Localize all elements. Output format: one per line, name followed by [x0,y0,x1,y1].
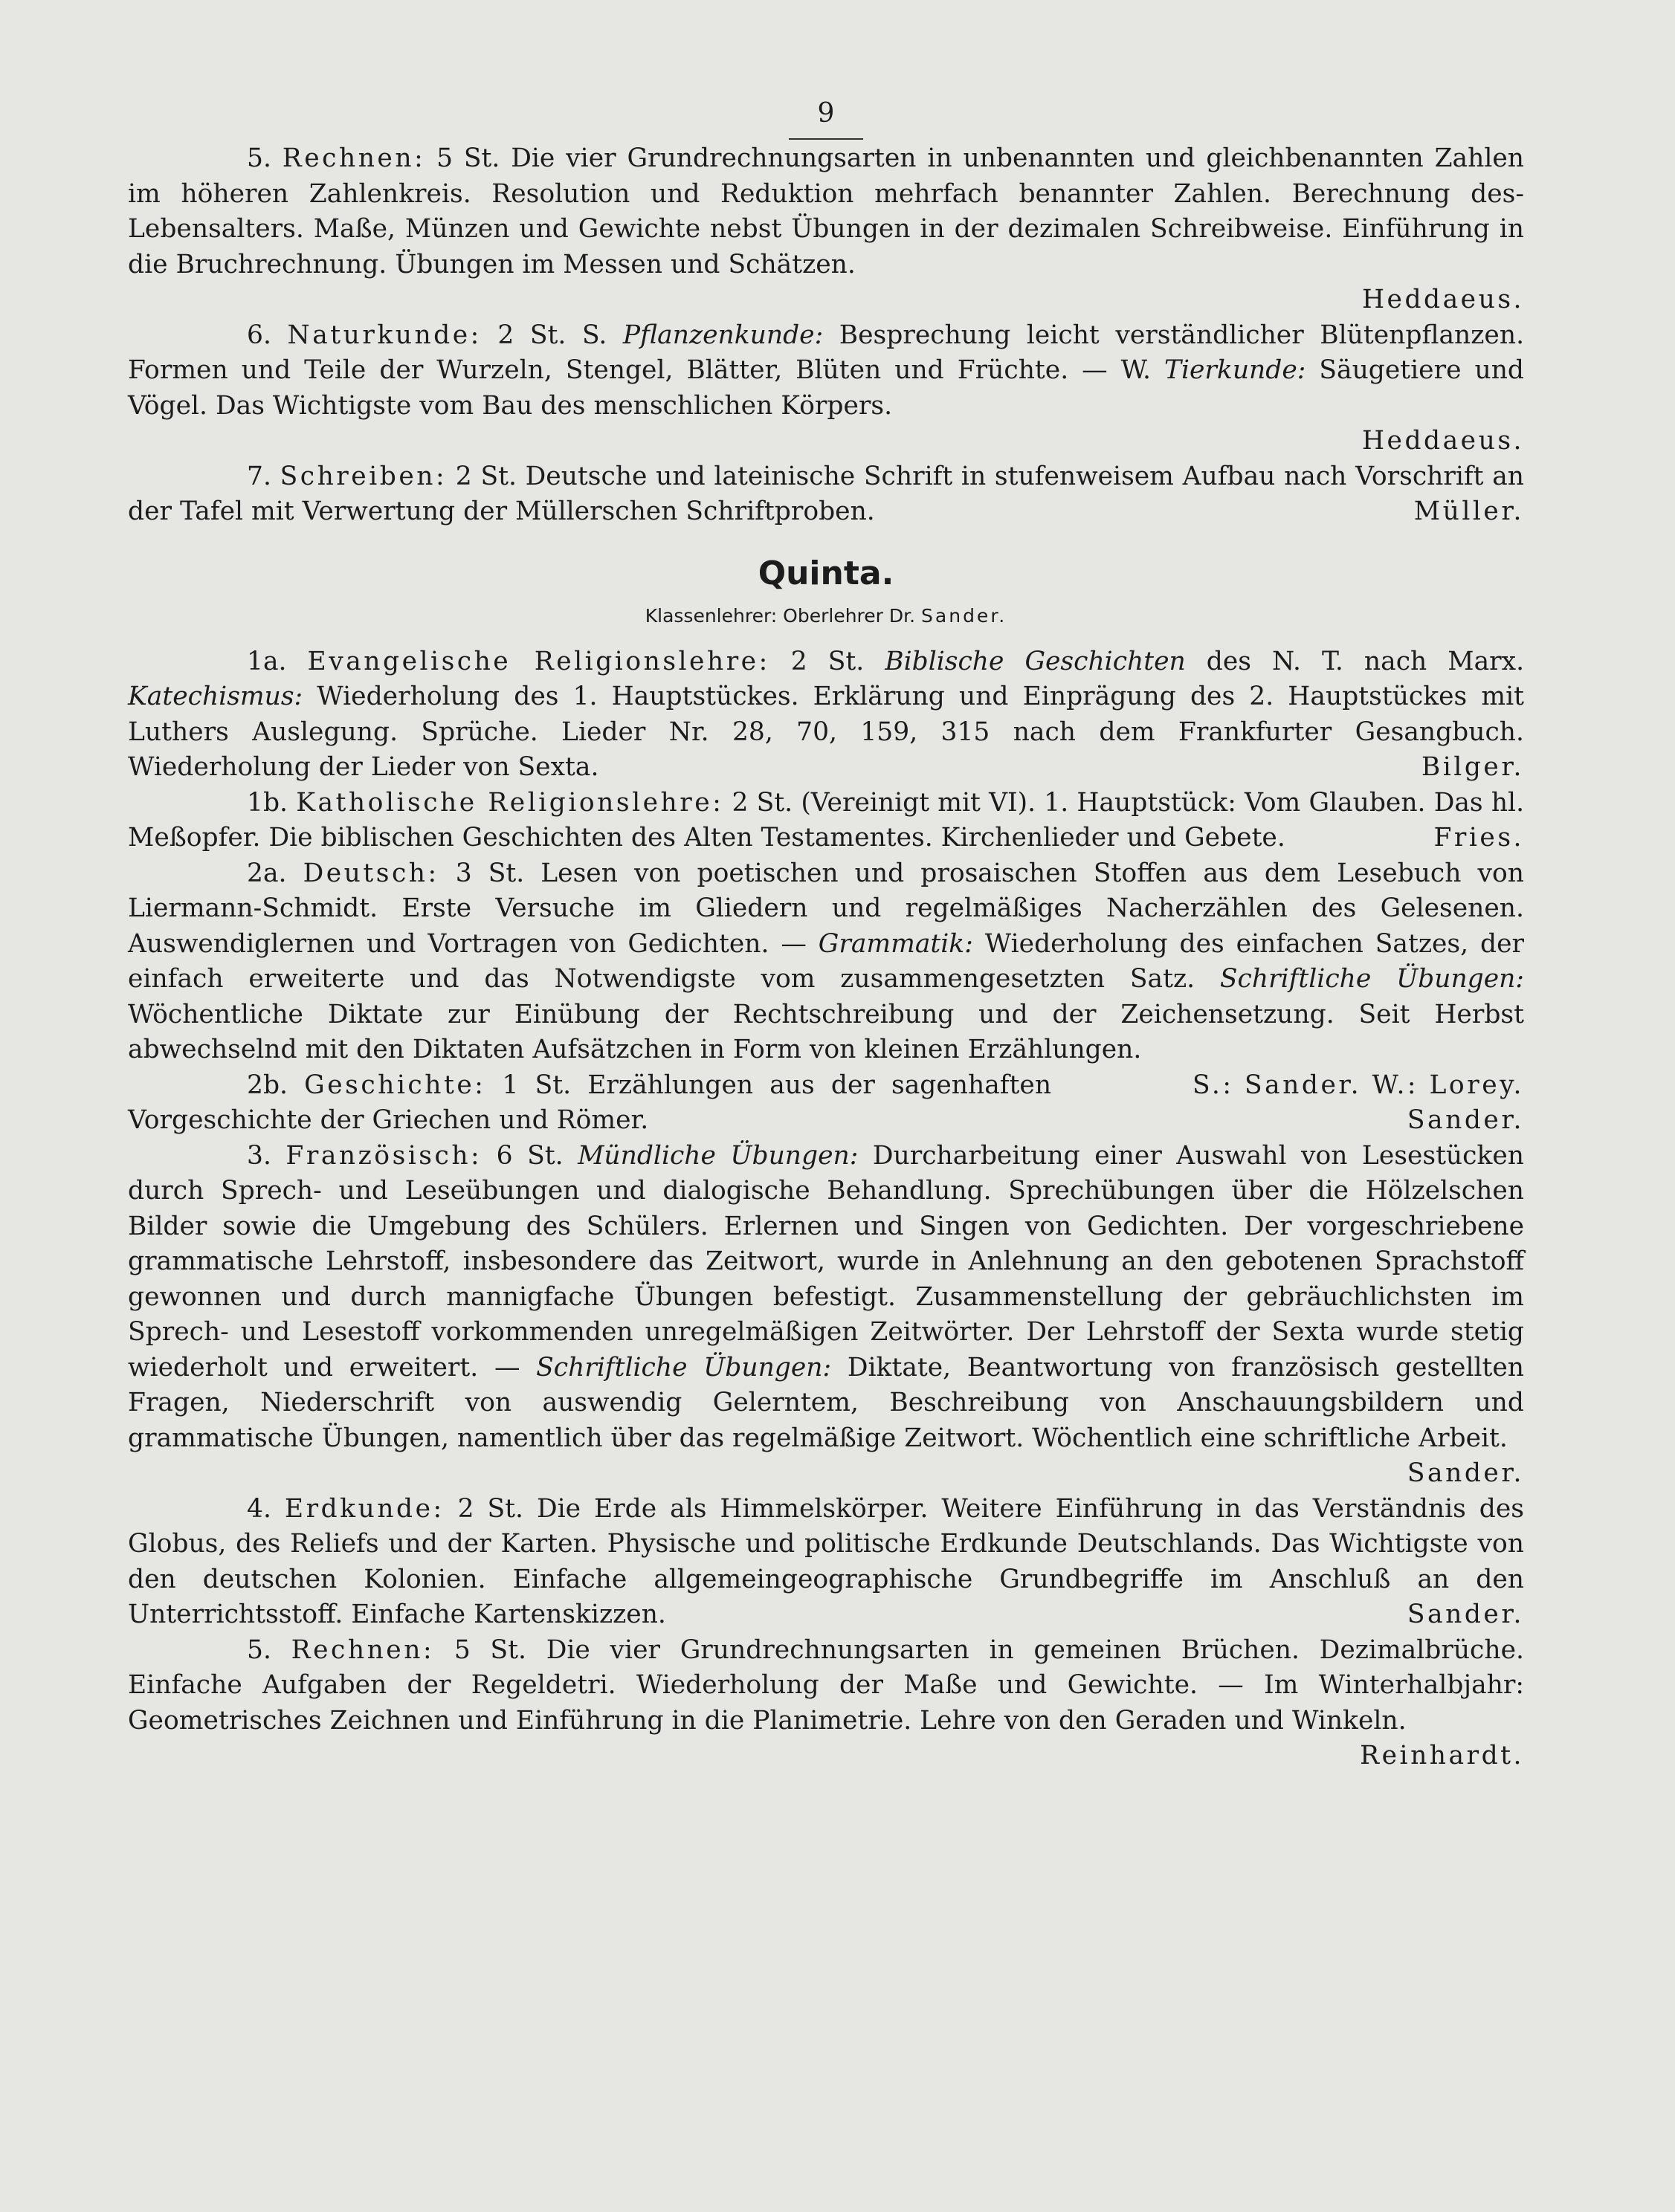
teacher-signature: Heddaeus. [1361,426,1524,456]
topic-label: Mündliche Übungen: [578,1140,859,1171]
section-quinta-geschichte: 2b. Geschichte: 1 St. Erzählungen aus der sagenhaften Vorgeschichte der Griechen und Römer. Sander. [128,1068,1524,1139]
teacher-signature: S.: Sander. W.: Lorey. [1192,1070,1524,1100]
section-quinta-deutsch: 2a. Deutsch: 3 St. Lesen von poetischen und prosaischen Stoffen aus dem Lesebuch von Liermann-Schmidt. Erste Versuche im Gliedern und regelmäßiges Nacherzählen des Gelesenen. Auswendiglernen und Vortragen von Gedichten. — Grammatik: Wiederholung des einfachen Satzes, der einfach erweiterte und das Notwendigste vom zusammengesetzten Satz. Schriftliche Übungen: Wöchentliche Diktate zur Einübung der Rechtschreibung und der Zeichensetzung. Seit Herbst abwechselnd mit den Diktaten Aufsätzchen in Form von kleinen Erzählungen. S.: Sander. W.: Lorey. [128,856,1524,1068]
subject-heading: Geschichte: [304,1070,486,1100]
teacher-signature: Heddaeus. [1361,285,1524,314]
subject-heading: Französisch: [285,1140,483,1171]
subject-heading: Katholische Religionslehre: [296,787,724,818]
section-sexta-naturkunde: 6. Naturkunde: 2 St. S. Pflanzenkunde: Besprechung leicht verständlicher Blütenpflanzen. Formen und Teile der Wurzeln, Stengel, Blätter, Blüten und Früchte. — W. Tierkunde: Säugetiere und Vögel. Das Wichtigste vom Bau des menschlichen Körpers. [128,320,1525,421]
teacher-signature: Reinhardt. [1360,1741,1524,1770]
topic-label: Schriftliche Übungen: [536,1352,832,1382]
section-quinta-franzoesisch: 3. Französisch: 6 St. Mündliche Übungen: Durcharbeitung einer Auswahl von Lesestücken durch Sprech- und Leseübungen und dialogische Behandlung. Sprechübungen über die Hölzelschen Bilder sowie die Umgebung des Schülers. Erlernen und Singen von Gedichten. Der vorgeschriebene grammatische Lehrstoff, insbesondere das Zeitwort, wurde in Anlehnung an den gebotenen Sprachstoff gewonnen und durch mannigfache Übungen befestigt. Zusammenstellung der gebräuchlichsten im Sprech- und Lesestoff vorkommenden unregelmäßigen Zeitwörter. Der Lehrstoff der Sexta wurde stetig wiederholt und erweitert. — Schriftliche Übungen: Diktate, Beantwortung von französisch gestellten Fragen, Niederschrift von auswendig Gelerntem, Beschreibung von Anschauungsbildern und grammatische Übungen, namentlich über das regelmäßige Zeitwort. Wöchentlich eine schriftliche Arbeit. [128,1140,1525,1453]
subject-heading: Erdkunde: [284,1493,445,1524]
subject-heading: Rechnen: [291,1634,435,1665]
topic-label: Grammatik: [818,928,973,959]
subject-heading: Naturkunde: [287,320,482,350]
topic-label: Biblische Geschichten [885,646,1186,676]
section-sexta-schreiben: 7. Schreiben: 2 St. Deutsche und lateinische Schrift in stufenweisem Aufbau nach Vorschrift an der Tafel mit Verwertung der Müllerschen Schriftproben. Müller. [128,459,1524,530]
teacher-signature: Bilger. [1421,752,1524,782]
teacher-signature: Sander. [1407,1600,1524,1629]
teacher-signature: Müller. [1413,497,1524,526]
topic-label: Katechismus: [128,682,303,711]
subject-heading: Schreiben: [280,461,448,491]
section-quinta-kath-religion: 1b. Katholische Religionslehre: 2 St. (Vereinigt mit VI). 1. Hauptstück: Vom Glauben. Das hl. Meßopfer. Die biblischen Geschichten des Alten Testamentes. Kirchenlieder und Gebete. Fries. [128,786,1524,856]
topic-label: Pflanzenkunde: [622,320,824,350]
teacher-signature: Sander. [1407,1105,1524,1135]
topic-label: Tierkunde: [1164,355,1306,385]
subject-heading: Evangelische Religionslehre: [307,646,770,676]
page-text-block [128,97,1524,1774]
teacher-signature: Sander. [1407,1458,1524,1488]
topic-label: Schriftliche Übungen: [1219,964,1525,994]
section-quinta-rechnen: 5. Rechnen: 5 St. Die vier Grundrechnungsarten in gemeinen Brüchen. Dezimalbrüche. Einfache Aufgaben der Regeldetri. Wiederholung der Maße und Gewichte. — Im Winterhalbjahr: Geometrisches Zeichnen und Einführung in die Planimetrie. Lehre von den Geraden und Winkeln. Reinhardt. [128,1633,1524,1739]
section-quinta-erdkunde: 4. Erdkunde: 2 St. Die Erde als Himmelskörper. Weitere Einführung in das Verständnis des Globus, des Reliefs und der Karten. Physische und politische Erdkunde Deutschlands. Das Wichtigste von den deutschen Kolonien. Einfache allgemeingeographische Grundbegriffe im Anschluß an den Unterrichtsstoff. Einfache Kartenskizzen. Sander. [128,1492,1524,1633]
section-quinta-ev-religion: 1a. Evangelische Religionslehre: 2 St. Biblische Geschichten des N. T. nach Marx. Katechismus: Wiederholung des 1. Hauptstückes. Erklärung und Einprägung des 2. Hauptstückes mit Luthers Auslegung. Sprüche. Lieder Nr. 28, 70, 159, 315 nach dem Frankfurter Gesangbuch. Wiederholung der Lieder von Sexta. Bilger. [128,644,1524,786]
quinta-title: Quinta. [758,554,894,592]
page-number-rule [789,138,863,140]
page-number: 9 [817,98,835,129]
subject-heading: Deutsch: [303,858,439,888]
subject-heading: Rechnen: [282,143,426,173]
class-teacher-line: Klassenlehrer: Oberlehrer Dr. Sander. [645,604,1007,627]
teacher-signature: Fries. [1433,823,1524,853]
section-sexta-rechnen: 5. Rechnen: 5 St. Die vier Grundrechnungsarten in unbenannten und gleichbenannten Zahlen im höheren Zahlenkreis. Resolution und Reduktion mehrfach benannter Zahlen. Berechnung des-Lebensalters. Maße, Münzen und Gewichte nebst Übungen in der dezimalen Schreibweise. Einführung in die Bruchrechnung. Übungen im Messen und Schätzen. [128,143,1524,279]
